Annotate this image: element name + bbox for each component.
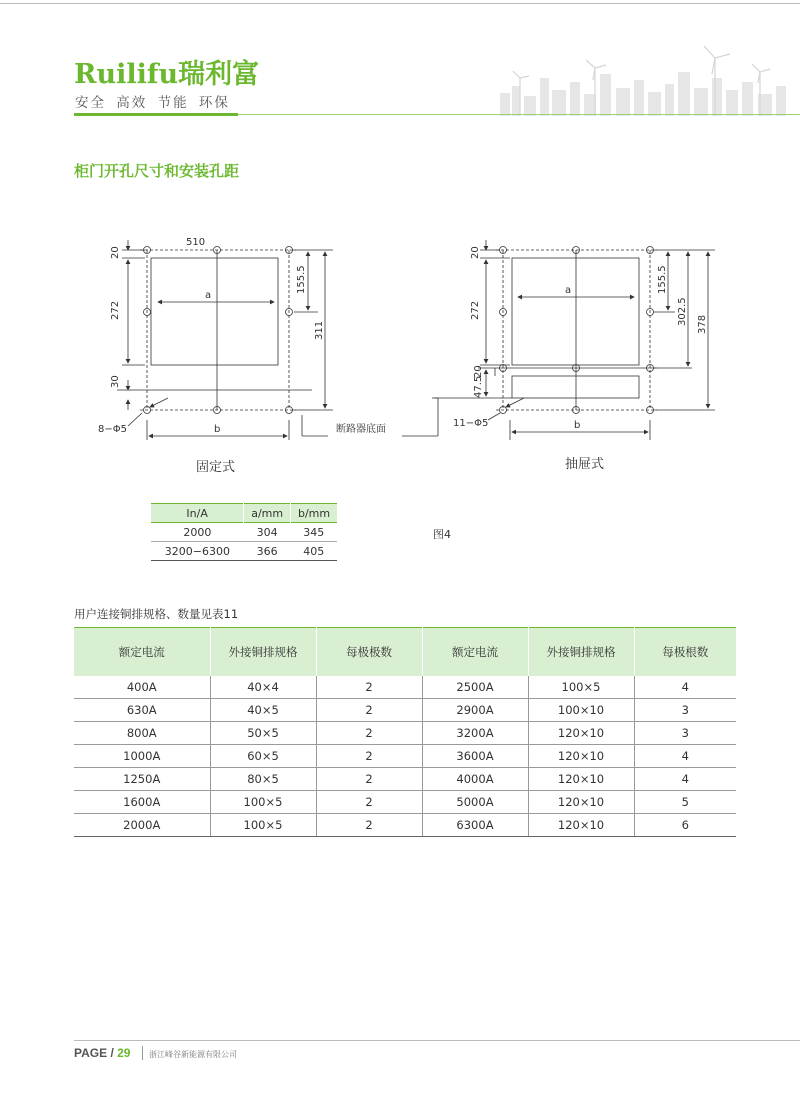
table-cell: 4 bbox=[634, 768, 736, 791]
table-cell: 4000A bbox=[422, 768, 528, 791]
column-header: 每极极数 bbox=[316, 628, 422, 677]
busbar-note: 用户连接铜排规格、数量见表11 bbox=[74, 607, 239, 621]
table-cell: 5 bbox=[634, 791, 736, 814]
page-number bbox=[74, 1046, 130, 1060]
table-cell: 2 bbox=[316, 791, 422, 814]
fixed-type-labels bbox=[98, 237, 386, 435]
footer-separator bbox=[142, 1046, 143, 1060]
column-header: 外接铜排规格 bbox=[528, 628, 634, 677]
table-row bbox=[74, 814, 736, 837]
footer-rule bbox=[74, 1040, 800, 1041]
busbar-spec-table bbox=[74, 627, 736, 837]
table-cell: 1600A bbox=[74, 791, 210, 814]
column-header: In/A bbox=[186, 506, 208, 520]
fixed-dim-bottom: 30 bbox=[110, 375, 121, 388]
caption-drawer: 抽屉式 bbox=[565, 457, 605, 472]
table-cell: 4 bbox=[634, 745, 736, 768]
table-row bbox=[151, 523, 337, 542]
table-cell: 2500A bbox=[422, 676, 528, 699]
table-cell: 50×5 bbox=[210, 722, 316, 745]
table-cell: 630A bbox=[74, 699, 210, 722]
table-cell: 1250A bbox=[74, 768, 210, 791]
table-cell: 100×10 bbox=[528, 699, 634, 722]
table-cell: 6 bbox=[634, 814, 736, 837]
column-header: 额定电流 bbox=[74, 628, 210, 677]
drawer-dim-right-large: 378 bbox=[697, 314, 708, 334]
figure-label: 图4 bbox=[433, 528, 451, 541]
table-cell: 2000A bbox=[74, 814, 210, 837]
fixed-label-b: b bbox=[214, 424, 221, 435]
drawer-type-labels bbox=[453, 246, 708, 431]
section-title: 柜门开孔尺寸和安装孔距 bbox=[74, 162, 240, 180]
table-cell: 4 bbox=[634, 676, 736, 699]
table-cell: 366 bbox=[256, 544, 278, 558]
drawer-dim-right-mid: 302.5 bbox=[677, 297, 688, 326]
table-row bbox=[74, 699, 736, 722]
table-header-row bbox=[74, 628, 736, 677]
table-cell: 120×10 bbox=[528, 722, 634, 745]
table-cell: 2000 bbox=[183, 525, 212, 539]
drawer-hole-spec: 11−Φ5 bbox=[453, 418, 489, 429]
table-row bbox=[74, 722, 736, 745]
table-cell: 2 bbox=[316, 814, 422, 837]
fixed-label-a: a bbox=[205, 290, 212, 301]
drawer-dim-47: 47.5 bbox=[473, 375, 484, 398]
brand-logo: Ruilifu瑞利富 bbox=[74, 59, 260, 90]
table-cell: 345 bbox=[303, 525, 325, 539]
table-cell: 5000A bbox=[422, 791, 528, 814]
table-cell: 1000A bbox=[74, 745, 210, 768]
table-cell: 40×4 bbox=[210, 676, 316, 699]
table-cell: 120×10 bbox=[528, 814, 634, 837]
fixed-dim-right-large: 311 bbox=[314, 320, 325, 340]
fixed-dim-height: 272 bbox=[110, 300, 121, 320]
brand-slogan: 安全 高效 节能 环保 bbox=[75, 95, 230, 111]
drawer-type-drawing bbox=[435, 240, 715, 440]
table-cell: 3200−6300 bbox=[164, 544, 230, 558]
table-cell: 3600A bbox=[422, 745, 528, 768]
table-cell: 80×5 bbox=[210, 768, 316, 791]
table-row bbox=[74, 791, 736, 814]
column-header: a/mm bbox=[244, 504, 291, 523]
table-cell: 100×5 bbox=[528, 676, 634, 699]
table-cell: 120×10 bbox=[528, 768, 634, 791]
table-cell: 60×5 bbox=[210, 745, 316, 768]
column-header: b/mm bbox=[291, 504, 337, 523]
column-header: 外接铜排规格 bbox=[210, 628, 316, 677]
table-cell: 120×10 bbox=[528, 791, 634, 814]
drawer-dim-right-small: 155.5 bbox=[657, 265, 668, 294]
fixed-hole-spec: 8−Φ5 bbox=[98, 424, 127, 435]
table-cell: 2 bbox=[316, 676, 422, 699]
drawer-label-b: b bbox=[574, 420, 581, 431]
table-cell: 2 bbox=[316, 722, 422, 745]
page-prefix: PAGE / bbox=[74, 1046, 118, 1060]
table-header-row bbox=[151, 504, 337, 523]
table-cell: 3 bbox=[634, 722, 736, 745]
page-number-value: 29 bbox=[117, 1046, 131, 1060]
breaker-base-label: 断路器底面 bbox=[336, 424, 386, 435]
table-cell: 3200A bbox=[422, 722, 528, 745]
fixed-dim-top: 20 bbox=[110, 246, 121, 259]
table-cell: 2 bbox=[316, 745, 422, 768]
table-cell: 400A bbox=[74, 676, 210, 699]
table-cell: 800A bbox=[74, 722, 210, 745]
table-cell: 304 bbox=[256, 525, 278, 539]
table-row bbox=[74, 745, 736, 768]
table-cell: 2 bbox=[316, 768, 422, 791]
table-cell: 6300A bbox=[422, 814, 528, 837]
column-header: 额定电流 bbox=[422, 628, 528, 677]
table-cell: 120×10 bbox=[528, 745, 634, 768]
drawer-dim-20b: 20 bbox=[473, 365, 484, 378]
table-cell: 40×5 bbox=[210, 699, 316, 722]
drawer-dim-height: 272 bbox=[470, 300, 481, 320]
table-cell: 100×5 bbox=[210, 814, 316, 837]
table-row bbox=[151, 542, 337, 561]
table-row bbox=[74, 768, 736, 791]
cutout-dimension-table bbox=[151, 503, 337, 561]
table-cell: 100×5 bbox=[210, 791, 316, 814]
table-cell: 2900A bbox=[422, 699, 528, 722]
fixed-type-drawing bbox=[117, 240, 438, 440]
table-cell: 3 bbox=[634, 699, 736, 722]
fixed-dim-width: 510 bbox=[186, 237, 206, 248]
table-row bbox=[74, 676, 736, 699]
table-cell: 2 bbox=[316, 699, 422, 722]
column-header: 每极根数 bbox=[634, 628, 736, 677]
drawer-label-a: a bbox=[565, 285, 572, 296]
drawer-dim-top: 20 bbox=[470, 246, 481, 259]
caption-fixed: 固定式 bbox=[196, 460, 236, 475]
company-name: 浙江峰谷新能源有限公司 bbox=[149, 1050, 237, 1059]
table-cell: 405 bbox=[303, 544, 325, 558]
fixed-dim-right-small: 155.5 bbox=[296, 265, 307, 294]
